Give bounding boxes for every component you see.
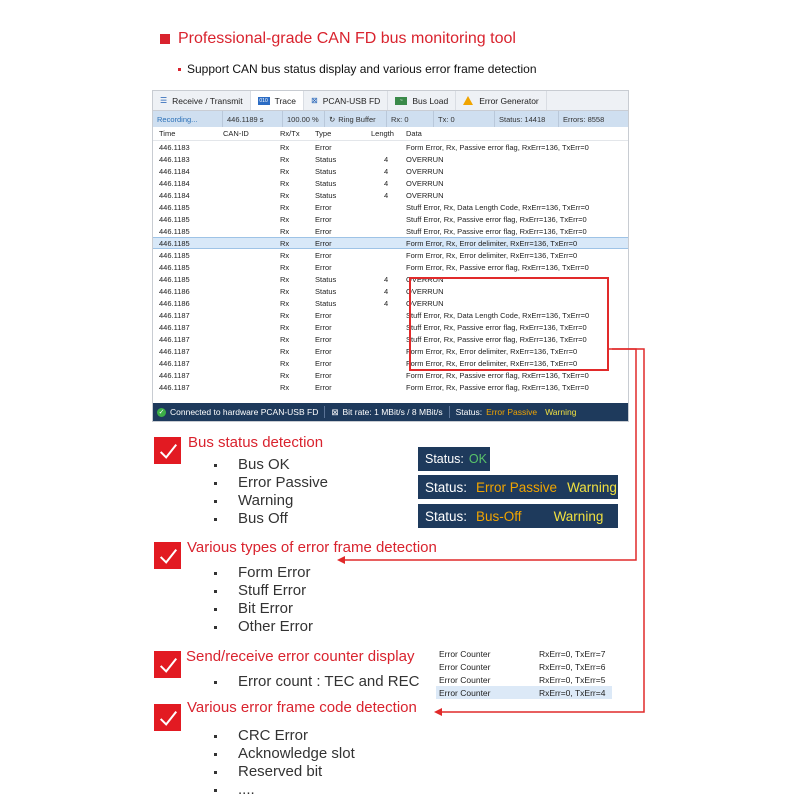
table-cell-type: Error [315, 370, 332, 380]
error-counter-value: RxErr=0, TxErr=6 [539, 661, 606, 672]
table-cell-data: Form Error, Rx, Error delimiter, RxErr=136, TxErr=0 [406, 250, 578, 260]
table-cell-time: 446.1185 [159, 202, 190, 212]
table-cell-data: Form Error, Rx, Passive error flag, RxErr=136, TxErr=0 [406, 262, 589, 272]
column-header-type[interactable]: Type [315, 129, 332, 138]
buffer-percent: 100.00 % [283, 111, 325, 127]
error-counter-label: Error Counter [439, 687, 491, 698]
table-cell-rxtx: Rx [280, 358, 290, 368]
trace-grid [153, 141, 628, 393]
tab-bar [153, 91, 628, 111]
status-pill-value: OK [468, 452, 487, 466]
table-cell-len: 4 [384, 190, 389, 200]
list-item: Other Error [214, 618, 313, 636]
list-item: Error count : TEC and REC [214, 673, 419, 691]
hardware-status-bar [153, 403, 628, 421]
table-cell-type: Error [315, 238, 332, 248]
subline-text: Support CAN bus status display and various error frame detection [187, 62, 537, 76]
table-cell-type: Error [315, 262, 332, 272]
recording-status: Recording... [153, 111, 223, 127]
list-item: Bit Error [214, 600, 313, 618]
table-cell-time: 446.1184 [159, 190, 190, 200]
table-cell-type: Error [315, 382, 332, 392]
tab-pcan-usb-fd[interactable] [304, 91, 388, 110]
list-item: Bus OK [214, 456, 328, 474]
checkmark-icon [154, 437, 181, 464]
tab-label: Receive / Transmit [172, 95, 243, 106]
table-cell-rxtx: Rx [280, 370, 290, 380]
table-row[interactable] [153, 225, 628, 237]
section-title-error-code: Various error frame code detection [187, 699, 417, 716]
red-square-bullet-icon [160, 34, 170, 44]
table-cell-time: 446.1185 [159, 238, 190, 248]
status-pill-value: Error Passive [476, 479, 558, 495]
table-cell-time: 446.1187 [159, 310, 190, 320]
bus-status-list [214, 456, 328, 528]
error-counter-label: Error Counter [439, 648, 491, 659]
table-cell-rxtx: Rx [280, 274, 290, 284]
table-cell-type: Error [315, 358, 332, 368]
table-cell-data: OVERRUN [406, 298, 444, 308]
table-cell-len: 4 [384, 298, 389, 308]
table-cell-type: Error [315, 142, 332, 152]
checkmark-icon [154, 542, 181, 569]
section-title-error-counter: Send/receive error counter display [186, 648, 415, 665]
list-item: Reserved bit [214, 763, 355, 781]
list-item: Warning [214, 492, 328, 510]
table-cell-time: 446.1185 [159, 226, 190, 236]
table-cell-len: 4 [384, 286, 389, 296]
table-cell-type: Error [315, 310, 332, 320]
table-cell-time: 446.1185 [159, 262, 190, 272]
subline [178, 62, 537, 76]
table-cell-rxtx: Rx [280, 226, 290, 236]
table-cell-rxtx: Rx [280, 346, 290, 356]
section-title-bus-status: Bus status detection [188, 434, 324, 451]
table-cell-type: Status [315, 178, 337, 188]
status-pill-label: Status: [425, 508, 468, 524]
table-cell-time: 446.1187 [159, 370, 190, 380]
table-cell-time: 446.1183 [159, 142, 190, 152]
table-row[interactable] [153, 369, 628, 381]
rx-count: Rx: 0 [387, 111, 434, 127]
table-cell-data: Form Error, Rx, Passive error flag, RxErr=136, TxErr=0 [406, 382, 589, 392]
table-row[interactable] [153, 285, 628, 297]
ring-buffer-button[interactable] [325, 111, 387, 127]
table-cell-len: 4 [384, 274, 389, 284]
pcan-view-window [152, 90, 629, 422]
table-cell-rxtx: Rx [280, 142, 290, 152]
column-header-data[interactable]: Data [406, 129, 422, 138]
table-cell-rxtx: Rx [280, 178, 290, 188]
ring-buffer-label: Ring Buffer [338, 114, 376, 124]
table-cell-rxtx: Rx [280, 262, 290, 272]
table-cell-type: Status [315, 154, 337, 164]
table-cell-type: Status [315, 286, 337, 296]
tab-trace[interactable] [251, 91, 304, 110]
table-cell-data: Stuff Error, Rx, Passive error flag, RxErr=136, TxErr=0 [406, 334, 587, 344]
table-cell-rxtx: Rx [280, 214, 290, 224]
headline-text: Professional-grade CAN FD bus monitoring tool [178, 30, 516, 47]
table-cell-data: OVERRUN [406, 274, 444, 284]
tab-label: Trace [274, 95, 296, 106]
error-code-list [214, 727, 355, 799]
table-row[interactable] [153, 381, 628, 393]
column-header-time[interactable]: Time [159, 129, 176, 138]
tab-label: Bus Load [412, 95, 449, 106]
table-cell-rxtx: Rx [280, 298, 290, 308]
status-pill-value: Bus-Off [476, 508, 522, 524]
connected-text: Connected to hardware PCAN-USB FD [170, 407, 319, 417]
table-row[interactable] [153, 357, 628, 369]
table-cell-rxtx: Rx [280, 190, 290, 200]
table-cell-rxtx: Rx [280, 250, 290, 260]
table-cell-time: 446.1184 [159, 166, 190, 176]
table-cell-time: 446.1185 [159, 214, 190, 224]
table-cell-len: 4 [384, 166, 389, 176]
table-row[interactable] [153, 261, 628, 273]
table-cell-type: Error [315, 334, 332, 344]
error-frame-list [214, 564, 313, 636]
table-row[interactable] [153, 345, 628, 357]
table-cell-type: Error [315, 202, 332, 212]
connector-arrowhead [434, 708, 442, 716]
table-row[interactable] [153, 165, 628, 177]
table-row[interactable] [153, 213, 628, 225]
table-cell-data: Form Error, Rx, Error delimiter, RxErr=136, TxErr=0 [406, 238, 578, 248]
table-row[interactable] [153, 237, 628, 249]
table-cell-data: Form Error, Rx, Error delimiter, RxErr=136, TxErr=0 [406, 358, 578, 368]
table-cell-time: 446.1187 [159, 334, 190, 344]
headline [160, 28, 516, 50]
table-row[interactable] [153, 309, 628, 321]
list-item: Stuff Error [214, 582, 313, 600]
error-count: Errors: 8558 [563, 114, 605, 124]
table-row[interactable] [153, 141, 628, 153]
table-cell-data: Form Error, Rx, Error delimiter, RxErr=136, TxErr=0 [406, 346, 578, 356]
warning-icon [463, 96, 473, 105]
table-cell-rxtx: Rx [280, 334, 290, 344]
list-item: CRC Error [214, 727, 355, 745]
table-cell-time: 446.1185 [159, 274, 190, 284]
table-cell-time: 446.1186 [159, 286, 190, 296]
table-cell-time: 446.1186 [159, 298, 190, 308]
tab-error-generator[interactable] [456, 91, 547, 110]
trace-grid-header [153, 127, 628, 141]
error-counter-row[interactable] [436, 673, 612, 686]
table-cell-rxtx: Rx [280, 310, 290, 320]
list-item: Form Error [214, 564, 313, 582]
table-row[interactable] [153, 321, 628, 333]
table-cell-time: 446.1187 [159, 346, 190, 356]
connected-check-icon: ✓ [158, 408, 165, 416]
section-title-error-frame: Various types of error frame detection [187, 539, 437, 556]
checkmark-icon [154, 651, 181, 678]
status-pill-ok [418, 447, 490, 471]
status-pill-bus-off [418, 504, 618, 528]
table-cell-len: 4 [384, 178, 389, 188]
bus-status-value: Error Passive [486, 407, 538, 417]
column-header-length[interactable]: Length [371, 129, 394, 138]
divider [324, 406, 325, 418]
table-row[interactable] [153, 153, 628, 165]
status-pill-warning: Warning [553, 508, 604, 524]
error-counter-label: Error Counter [439, 661, 491, 672]
table-cell-time: 446.1187 [159, 322, 190, 332]
table-cell-time: 446.1184 [159, 178, 190, 188]
list-item: Acknowledge slot [214, 745, 355, 763]
table-cell-rxtx: Rx [280, 166, 290, 176]
error-counter-label: Error Counter [439, 674, 491, 685]
table-cell-type: Status [315, 190, 337, 200]
table-cell-data: OVERRUN [406, 178, 444, 188]
usb-icon: ⊠ [331, 406, 339, 417]
list-item: Bus Off [214, 510, 328, 528]
table-row[interactable] [153, 177, 628, 189]
table-cell-data: Form Error, Rx, Passive error flag, RxErr=136, TxErr=0 [406, 370, 589, 380]
list-item: Error Passive [214, 474, 328, 492]
table-cell-type: Error [315, 226, 332, 236]
red-dot-bullet-icon [178, 68, 181, 71]
table-row[interactable] [153, 201, 628, 213]
error-counter-row[interactable] [436, 686, 612, 699]
table-cell-data: Stuff Error, Rx, Passive error flag, RxErr=136, TxErr=0 [406, 214, 587, 224]
trace-time: 446.1189 s [223, 111, 283, 127]
status-count: Status: 14418 [495, 111, 559, 127]
connector-arrowhead [337, 556, 345, 564]
error-counter-table [436, 647, 612, 699]
table-row[interactable] [153, 297, 628, 309]
error-counter-value: RxErr=0, TxErr=4 [539, 687, 606, 698]
table-cell-rxtx: Rx [280, 154, 290, 164]
table-cell-type: Status [315, 298, 337, 308]
column-header-rxtx[interactable]: Rx/Tx [280, 129, 300, 138]
table-cell-data: Stuff Error, Rx, Data Length Code, RxErr=136, TxErr=0 [406, 202, 590, 212]
chart-icon: ~ [395, 97, 407, 105]
table-cell-time: 446.1183 [159, 154, 190, 164]
bitrate-text: Bit rate: 1 MBit/s / 8 MBit/s [342, 407, 443, 417]
table-row[interactable] [153, 189, 628, 201]
error-counter-row[interactable] [436, 647, 612, 660]
checkmark-icon [154, 704, 181, 731]
table-cell-data: OVERRUN [406, 286, 444, 296]
table-cell-type: Status [315, 274, 337, 284]
table-cell-rxtx: Rx [280, 382, 290, 392]
table-row[interactable] [153, 273, 628, 285]
table-cell-len: 4 [384, 154, 389, 164]
table-cell-data: OVERRUN [406, 190, 444, 200]
table-cell-data: OVERRUN [406, 154, 444, 164]
table-cell-data: OVERRUN [406, 166, 444, 176]
tab-bus-load[interactable] [388, 91, 456, 110]
column-header-can-id[interactable]: CAN-ID [223, 129, 249, 138]
status-pill-warning: Warning [567, 479, 617, 495]
table-cell-data: Stuff Error, Rx, Data Length Code, RxErr=136, TxErr=0 [406, 310, 590, 320]
table-cell-type: Error [315, 214, 332, 224]
list-icon: ☰ [160, 96, 168, 105]
table-cell-data: Stuff Error, Rx, Passive error flag, RxErr=136, TxErr=0 [406, 322, 587, 332]
table-cell-data: Stuff Error, Rx, Passive error flag, RxErr=136, TxErr=0 [406, 226, 587, 236]
table-cell-rxtx: Rx [280, 286, 290, 296]
ring-buffer-icon: ↻ [329, 114, 336, 124]
table-cell-rxtx: Rx [280, 238, 290, 248]
table-cell-data: Form Error, Rx, Passive error flag, RxErr=136, TxErr=0 [406, 142, 589, 152]
status-pill-label: Status: [425, 479, 468, 495]
table-cell-type: Error [315, 322, 332, 332]
table-cell-type: Error [315, 346, 332, 356]
table-cell-time: 446.1187 [159, 382, 190, 392]
status-pill-label: Status: [425, 452, 464, 466]
table-cell-type: Status [315, 166, 337, 176]
table-cell-time: 446.1185 [159, 250, 190, 260]
table-row[interactable] [153, 249, 628, 261]
trace-icon: 010 [259, 97, 268, 104]
error-counter-value: RxErr=0, TxErr=7 [539, 648, 606, 659]
table-cell-time: 446.1187 [159, 358, 190, 368]
tab-label: Error Generator [479, 95, 539, 106]
table-row[interactable] [153, 333, 628, 345]
bus-status-label: Status: [455, 407, 483, 417]
error-counter-row[interactable] [436, 660, 612, 673]
tab-label: PCAN-USB FD [322, 95, 381, 106]
divider [449, 406, 450, 418]
tab-receive-transmit[interactable] [153, 91, 251, 110]
usb-icon: ⊠ [310, 96, 318, 105]
warning-indicator: Warning [545, 407, 577, 417]
table-cell-type: Error [315, 250, 332, 260]
table-cell-rxtx: Rx [280, 202, 290, 212]
tx-count: Tx: 0 [434, 111, 495, 127]
status-pill-error-passive [418, 475, 618, 499]
table-cell-rxtx: Rx [280, 322, 290, 332]
error-counter-value: RxErr=0, TxErr=5 [539, 674, 606, 685]
error-counter-list [214, 673, 419, 691]
trace-status-bar [153, 111, 628, 127]
list-item: .... [214, 781, 355, 799]
